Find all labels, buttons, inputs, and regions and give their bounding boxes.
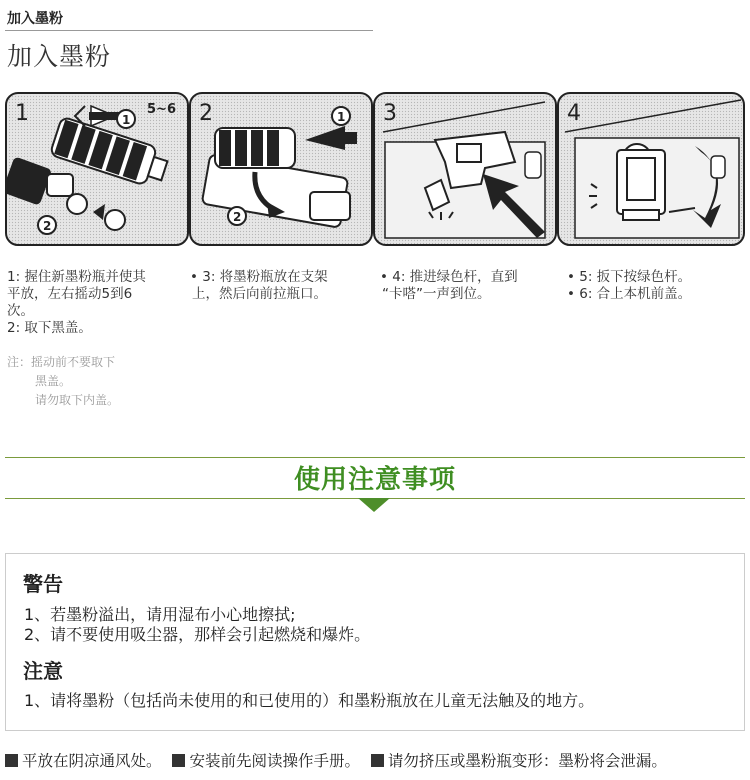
panel-1-step: 1 bbox=[15, 101, 29, 126]
toner-install-diagram bbox=[5, 92, 747, 248]
instruction-line: • 3: 将墨粉瓶放在支架 bbox=[190, 269, 328, 285]
panel-1-badge-1: 1 bbox=[122, 113, 131, 127]
instructions-col-1 bbox=[7, 269, 146, 337]
diagram-panel-1 bbox=[5, 93, 188, 245]
square-bullet-icon bbox=[371, 754, 384, 767]
instruction-line: • 4: 推进绿色杆，直到 bbox=[380, 269, 518, 285]
note-line: 注：摇动前不要取下 bbox=[7, 355, 116, 369]
panel-2-badge-2: 2 bbox=[233, 210, 242, 224]
caution-title: 注意 bbox=[23, 659, 63, 683]
panel-3-step: 3 bbox=[383, 101, 397, 126]
square-bullet-icon bbox=[172, 754, 185, 767]
panel-2-badge-1: 1 bbox=[337, 110, 346, 124]
page-title: 加入墨粉 bbox=[7, 42, 112, 71]
instructions-col-3 bbox=[380, 269, 518, 303]
instruction-line: 平放，左右摇动5到6 bbox=[7, 286, 133, 302]
panel-1-shake-count: 5~6 bbox=[147, 102, 176, 117]
bottom-note: 平放在阴凉通风处。 bbox=[5, 752, 162, 770]
bottom-note: 安装前先阅读操作手册。 bbox=[172, 752, 360, 770]
warning-box bbox=[5, 553, 745, 731]
instruction-line: 2: 取下黑盖。 bbox=[7, 320, 92, 336]
note-line: 黑盖。 bbox=[35, 374, 72, 388]
instruction-line: 次。 bbox=[7, 303, 34, 319]
diagram-panel-3 bbox=[374, 93, 556, 245]
section-arrow-icon bbox=[358, 498, 390, 512]
warning-title: 警告 bbox=[23, 572, 63, 596]
bottom-note: 请勿挤压或墨粉瓶变形：墨粉将会泄漏。 bbox=[371, 752, 667, 770]
note-line: 请勿取下内盖。 bbox=[35, 393, 120, 407]
instruction-line: • 5: 扳下按绿色杆。 bbox=[567, 269, 692, 285]
instruction-line: 1: 握住新墨粉瓶并使其 bbox=[7, 269, 146, 285]
instruction-line: • 6: 合上本机前盖。 bbox=[567, 286, 692, 302]
square-bullet-icon bbox=[5, 754, 18, 767]
instructions-col-2 bbox=[190, 269, 328, 303]
diagram-panel-2 bbox=[190, 93, 372, 245]
header-small-title: 加入墨粉 bbox=[7, 11, 63, 27]
section-divider-top bbox=[5, 457, 745, 458]
diagram-panel-4 bbox=[558, 93, 744, 245]
caution-item: 1、请将墨粉（包括尚未使用的和已使用的）和墨粉瓶放在儿童无法触及的地方。 bbox=[24, 691, 595, 710]
section-title: 使用注意事项 bbox=[293, 465, 456, 495]
panel-1-badge-2: 2 bbox=[43, 219, 52, 233]
instruction-line: 上，然后向前拉瓶口。 bbox=[192, 286, 327, 302]
instructions-col-4 bbox=[567, 269, 691, 303]
warning-item: 2、请不要使用吸尘器，那样会引起燃烧和爆炸。 bbox=[24, 625, 371, 644]
bottom-notes bbox=[5, 749, 673, 771]
header-divider bbox=[5, 30, 373, 31]
instruction-line: “卡嗒”一声到位。 bbox=[382, 286, 491, 302]
warning-item: 1、若墨粉溢出，请用湿布小心地擦拭; bbox=[24, 605, 296, 624]
panel-2-step: 2 bbox=[199, 101, 213, 126]
panel-4-step: 4 bbox=[567, 101, 581, 126]
shake-note bbox=[7, 353, 119, 410]
